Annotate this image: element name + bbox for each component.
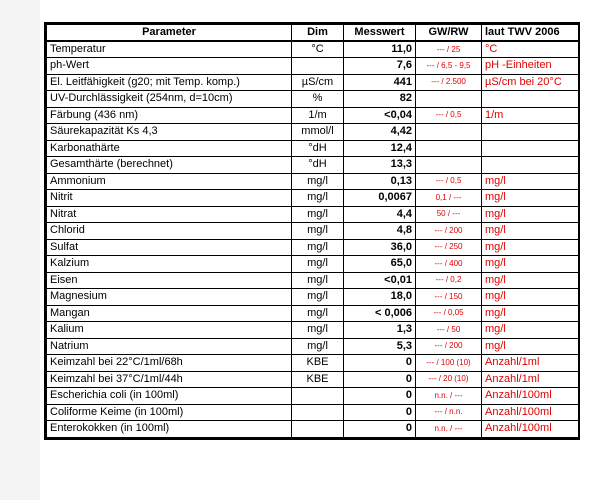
cell-messwert: 0	[344, 388, 416, 405]
cell-parameter: El. Leitfähigkeit (g20; mit Temp. komp.)	[47, 74, 292, 91]
header-twv: laut TWV 2006	[482, 25, 579, 42]
cell-messwert: 65,0	[344, 256, 416, 273]
header-gwrw: GW/RW	[416, 25, 482, 42]
table-body	[47, 41, 579, 437]
table-row	[47, 404, 579, 421]
cell-messwert: < 0,006	[344, 305, 416, 322]
cell-messwert: 0,13	[344, 173, 416, 190]
cell-dim: KBE	[292, 371, 344, 388]
cell-messwert: 0,0067	[344, 190, 416, 207]
cell-dim: mg/l	[292, 206, 344, 223]
table-row	[47, 289, 579, 306]
cell-messwert: 4,8	[344, 223, 416, 240]
cell-parameter: Keimzahl bei 22°C/1ml/68h	[47, 355, 292, 372]
cell-twv	[482, 140, 579, 157]
cell-twv: Anzahl/1ml	[482, 371, 579, 388]
cell-messwert: 7,6	[344, 58, 416, 75]
cell-gwrw: --- / 2.500	[416, 74, 482, 91]
cell-gwrw: --- / 20 (10)	[416, 371, 482, 388]
cell-gwrw: 50 / ---	[416, 206, 482, 223]
cell-dim: mmol/l	[292, 124, 344, 141]
table-row	[47, 421, 579, 438]
table-row	[47, 206, 579, 223]
cell-parameter: Gesamthärte (berechnet)	[47, 157, 292, 174]
cell-gwrw: 0,1 / ---	[416, 190, 482, 207]
cell-messwert: 441	[344, 74, 416, 91]
cell-twv: mg/l	[482, 223, 579, 240]
cell-dim: 1/m	[292, 107, 344, 124]
cell-twv: mg/l	[482, 206, 579, 223]
table-row	[47, 58, 579, 75]
cell-twv: Anzahl/100ml	[482, 421, 579, 438]
cell-gwrw: --- / 0,5	[416, 107, 482, 124]
cell-gwrw: --- / 0,2	[416, 272, 482, 289]
cell-parameter: Magnesium	[47, 289, 292, 306]
cell-dim	[292, 58, 344, 75]
table-row	[47, 239, 579, 256]
cell-dim: °dH	[292, 157, 344, 174]
cell-messwert: 82	[344, 91, 416, 108]
table-row	[47, 223, 579, 240]
cell-dim: µS/cm	[292, 74, 344, 91]
cell-twv: mg/l	[482, 256, 579, 273]
table-row	[47, 305, 579, 322]
cell-gwrw: --- / 250	[416, 239, 482, 256]
water-analysis-table-container	[44, 22, 580, 440]
cell-gwrw: n.n. / ---	[416, 421, 482, 438]
cell-parameter: Eisen	[47, 272, 292, 289]
cell-gwrw: --- / 100 (10)	[416, 355, 482, 372]
cell-dim: °C	[292, 41, 344, 58]
cell-twv: mg/l	[482, 272, 579, 289]
cell-twv: mg/l	[482, 173, 579, 190]
table-row	[47, 322, 579, 339]
cell-parameter: Mangan	[47, 305, 292, 322]
cell-dim: mg/l	[292, 256, 344, 273]
cell-parameter: Kalzium	[47, 256, 292, 273]
cell-twv: Anzahl/100ml	[482, 388, 579, 405]
table-row	[47, 190, 579, 207]
cell-messwert: 5,3	[344, 338, 416, 355]
table-row	[47, 272, 579, 289]
cell-twv	[482, 124, 579, 141]
cell-gwrw: --- / 150	[416, 289, 482, 306]
cell-messwert: 18,0	[344, 289, 416, 306]
table-row	[47, 107, 579, 124]
cell-parameter: UV-Durchlässigkeit (254nm, d=10cm)	[47, 91, 292, 108]
cell-twv: pH -Einheiten	[482, 58, 579, 75]
table-row	[47, 91, 579, 108]
table-header-row	[47, 25, 579, 42]
cell-parameter: Enterokokken (in 100ml)	[47, 421, 292, 438]
cell-dim: mg/l	[292, 322, 344, 339]
cell-gwrw: --- / 0,5	[416, 173, 482, 190]
header-parameter: Parameter	[47, 25, 292, 42]
header-messwert: Messwert	[344, 25, 416, 42]
table-row	[47, 74, 579, 91]
cell-twv	[482, 91, 579, 108]
cell-parameter: Färbung (436 nm)	[47, 107, 292, 124]
cell-twv: mg/l	[482, 190, 579, 207]
cell-twv	[482, 157, 579, 174]
cell-gwrw	[416, 157, 482, 174]
cell-dim: mg/l	[292, 190, 344, 207]
cell-dim	[292, 404, 344, 421]
cell-twv: Anzahl/1ml	[482, 355, 579, 372]
cell-gwrw: --- / 200	[416, 338, 482, 355]
cell-gwrw: --- / 400	[416, 256, 482, 273]
cell-parameter: Temperatur	[47, 41, 292, 58]
cell-twv: mg/l	[482, 338, 579, 355]
cell-messwert: 12,4	[344, 140, 416, 157]
cell-dim	[292, 388, 344, 405]
header-dim: Dim	[292, 25, 344, 42]
page-margin	[0, 0, 40, 500]
cell-messwert: 4,4	[344, 206, 416, 223]
cell-dim: mg/l	[292, 239, 344, 256]
cell-gwrw: n.n. / ---	[416, 388, 482, 405]
table-row	[47, 338, 579, 355]
cell-gwrw	[416, 140, 482, 157]
table-row	[47, 173, 579, 190]
cell-messwert: 4,42	[344, 124, 416, 141]
cell-parameter: Escherichia coli (in 100ml)	[47, 388, 292, 405]
cell-messwert: 0	[344, 355, 416, 372]
cell-messwert: 1,3	[344, 322, 416, 339]
cell-parameter: Nitrat	[47, 206, 292, 223]
table-row	[47, 140, 579, 157]
cell-dim: mg/l	[292, 338, 344, 355]
cell-dim: KBE	[292, 355, 344, 372]
cell-gwrw	[416, 91, 482, 108]
cell-gwrw: --- / 0,05	[416, 305, 482, 322]
cell-twv: mg/l	[482, 239, 579, 256]
cell-messwert: 0	[344, 421, 416, 438]
cell-parameter: Ammonium	[47, 173, 292, 190]
table-row	[47, 41, 579, 58]
cell-twv: Anzahl/100ml	[482, 404, 579, 421]
cell-messwert: 11,0	[344, 41, 416, 58]
cell-twv: mg/l	[482, 322, 579, 339]
water-analysis-table	[46, 24, 579, 438]
cell-messwert: 36,0	[344, 239, 416, 256]
cell-parameter: Natrium	[47, 338, 292, 355]
cell-parameter: Sulfat	[47, 239, 292, 256]
cell-gwrw: --- / 200	[416, 223, 482, 240]
cell-dim: mg/l	[292, 305, 344, 322]
cell-dim: %	[292, 91, 344, 108]
table-row	[47, 355, 579, 372]
cell-gwrw	[416, 124, 482, 141]
cell-gwrw: --- / n.n.	[416, 404, 482, 421]
cell-parameter: Kalium	[47, 322, 292, 339]
table-row	[47, 157, 579, 174]
table-row	[47, 371, 579, 388]
cell-dim: mg/l	[292, 173, 344, 190]
cell-dim: mg/l	[292, 289, 344, 306]
cell-messwert: <0,01	[344, 272, 416, 289]
cell-dim: mg/l	[292, 272, 344, 289]
cell-twv: °C	[482, 41, 579, 58]
cell-messwert: 0	[344, 371, 416, 388]
cell-gwrw: --- / 25	[416, 41, 482, 58]
cell-twv: mg/l	[482, 289, 579, 306]
cell-gwrw: --- / 50	[416, 322, 482, 339]
cell-twv: µS/cm bei 20°C	[482, 74, 579, 91]
cell-parameter: Coliforme Keime (in 100ml)	[47, 404, 292, 421]
cell-parameter: Karbonathärte	[47, 140, 292, 157]
cell-parameter: Säurekapazität Ks 4,3	[47, 124, 292, 141]
cell-messwert: <0,04	[344, 107, 416, 124]
cell-twv: 1/m	[482, 107, 579, 124]
cell-twv: mg/l	[482, 305, 579, 322]
table-row	[47, 256, 579, 273]
cell-parameter: ph-Wert	[47, 58, 292, 75]
cell-gwrw: --- / 6,5 - 9,5	[416, 58, 482, 75]
cell-dim: mg/l	[292, 223, 344, 240]
cell-dim	[292, 421, 344, 438]
cell-parameter: Chlorid	[47, 223, 292, 240]
cell-dim: °dH	[292, 140, 344, 157]
cell-messwert: 13,3	[344, 157, 416, 174]
cell-parameter: Keimzahl bei 37°C/1ml/44h	[47, 371, 292, 388]
table-row	[47, 124, 579, 141]
table-row	[47, 388, 579, 405]
cell-messwert: 0	[344, 404, 416, 421]
cell-parameter: Nitrit	[47, 190, 292, 207]
